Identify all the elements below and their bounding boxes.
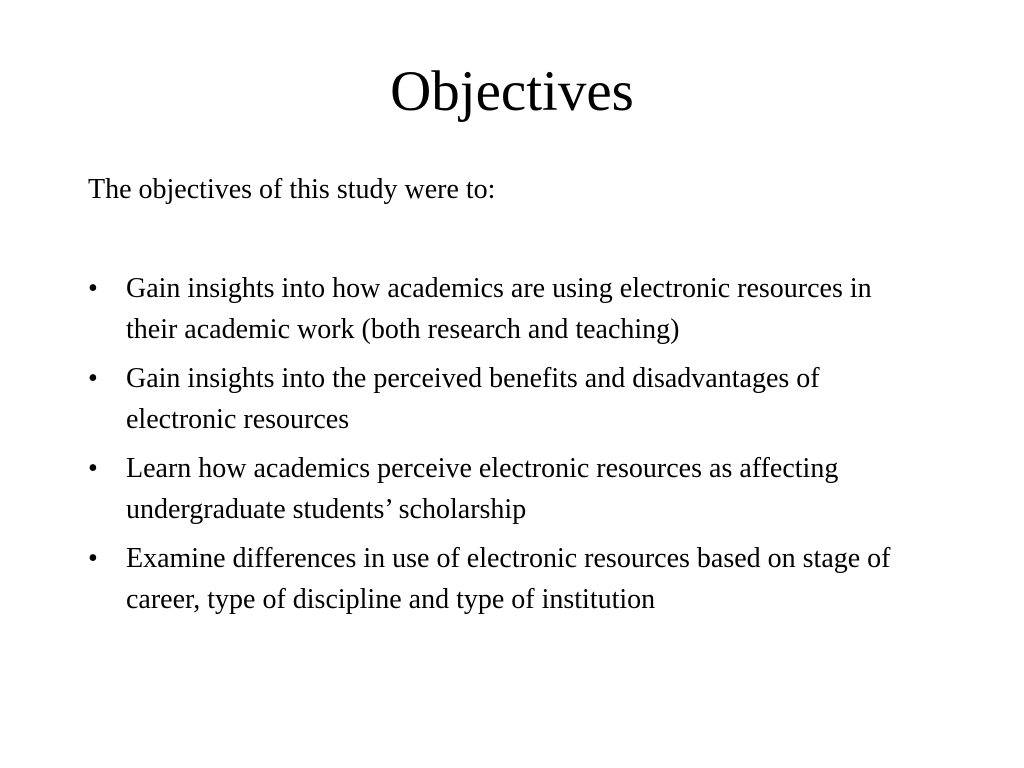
bullet-icon: • (88, 273, 98, 304)
slide-title: Objectives (390, 60, 634, 123)
list-item-text: Gain insights into how academics are using electronic resources in their academic work (both research and teaching) (126, 273, 872, 345)
list-item-text: Examine differences in use of electronic resources based on stage of career, type of discipline and type of institution (126, 543, 891, 615)
list-item-text: Gain insights into the perceived benefits and disadvantages of electronic resources (126, 363, 820, 435)
list-item (88, 268, 918, 350)
list-item (88, 538, 918, 620)
list-item (88, 448, 918, 530)
objectives-list (88, 268, 918, 628)
bullet-icon: • (88, 363, 98, 394)
intro-text: The objectives of this study were to: (88, 174, 496, 205)
bullet-icon: • (88, 543, 98, 574)
list-item-text: Learn how academics perceive electronic resources as affecting undergraduate students’ scholarship (126, 453, 839, 525)
list-item (88, 358, 918, 440)
bullet-icon: • (88, 453, 98, 484)
